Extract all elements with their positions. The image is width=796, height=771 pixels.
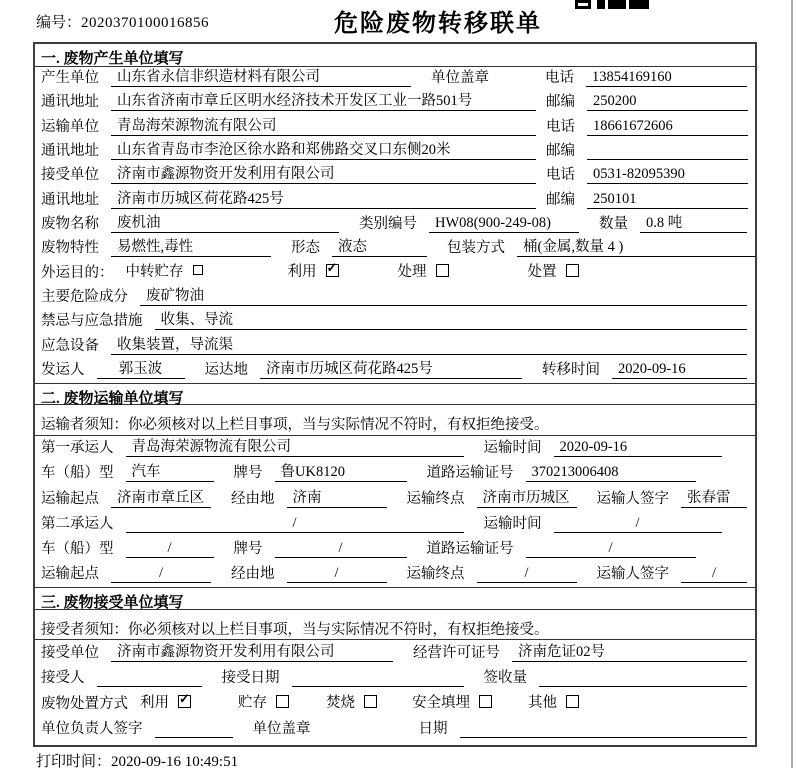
qr-module — [575, 0, 591, 9]
field-value — [155, 721, 233, 738]
transfer-purpose-row — [35, 261, 755, 285]
vehicle-row-2 — [35, 537, 755, 562]
field-label: 道路运输证号 — [426, 541, 514, 558]
field-label: 通讯地址 — [41, 191, 99, 208]
field-value — [539, 670, 747, 687]
field-label: 应急设备 — [41, 337, 99, 354]
page-edge-divider — [791, 0, 793, 768]
field-value: 青岛海荣源物流有限公司 — [126, 435, 464, 457]
field-value: 0531-82095390 — [587, 166, 748, 184]
field-value: HW08(900-249-08) — [429, 215, 579, 233]
first-carrier-row — [35, 436, 755, 461]
section-1-rows — [35, 67, 755, 383]
producer-unit-row — [35, 67, 755, 91]
field-label: 通讯地址 — [41, 94, 99, 111]
checkbox-label: 其他 — [528, 694, 557, 711]
field-label: 通讯地址 — [41, 142, 99, 159]
field-value: 张春雷 — [681, 486, 747, 508]
field-label: 数量 — [599, 215, 628, 232]
qr-module — [629, 0, 649, 9]
field-label: 运输时间 — [483, 515, 542, 532]
field-value: 济南市鑫源物资开发利用有限公司 — [111, 162, 536, 184]
checkbox-unchecked — [364, 695, 377, 708]
checkbox-label: 利用 — [287, 263, 317, 280]
field-value: / — [126, 540, 214, 558]
field-value: 汽车 — [126, 460, 214, 482]
field-value: 济南 — [287, 486, 387, 508]
field-value: 18661672606 — [587, 118, 748, 136]
consignor-row — [35, 359, 755, 383]
field-value: 济南市历城区 — [477, 486, 577, 508]
disposal-method-row — [35, 691, 755, 717]
field-value: 济南市鑫源物资开发利用有限公司 — [111, 640, 393, 662]
field-label: 接受人 — [41, 670, 85, 687]
document-serial — [36, 11, 209, 32]
field-label: 运输终点 — [406, 490, 465, 507]
route-row-2 — [35, 562, 755, 587]
section-1-header: 一. 废物产生单位填写 — [35, 44, 755, 67]
checkbox-unchecked — [566, 695, 579, 708]
field-label: 车（船）型 — [41, 541, 114, 558]
field-value — [587, 143, 748, 160]
checkbox-group — [326, 691, 412, 713]
checkbox-label: 中转贮存 — [125, 263, 184, 280]
checkbox-group — [528, 691, 579, 713]
checkbox-unchecked — [566, 264, 579, 277]
field-label: 包装方式 — [447, 240, 505, 257]
emergency-measures-row — [35, 310, 755, 334]
checkbox-group — [412, 691, 528, 713]
field-label: 主要危险成分 — [41, 288, 128, 305]
field-label: 运输时间 — [483, 440, 542, 457]
field-value: 13854169160 — [586, 69, 747, 87]
checkbox-group — [288, 260, 398, 282]
field-label: 牌号 — [233, 541, 263, 558]
field-value: 收集装置，导流渠 — [111, 333, 747, 355]
field-value — [97, 670, 202, 687]
right-field-group — [536, 163, 748, 184]
field-label: 邮编 — [546, 94, 575, 111]
transfer-manifest-form — [33, 42, 757, 747]
producer-address-row — [35, 91, 755, 115]
vehicle-row-1 — [35, 461, 755, 486]
field-value: 山东省济南市章丘区明水经济技术开发区工业一路501号 — [111, 89, 536, 111]
second-carrier-row — [35, 512, 755, 537]
checkbox-checked — [178, 690, 191, 708]
field-value: 收集、导流 — [155, 308, 748, 330]
notice-label: 接受者须知： — [41, 621, 128, 638]
field-value: 250101 — [587, 191, 748, 209]
qr-code-fragment-icon — [575, 0, 649, 9]
static-text: 单位盖章 — [252, 721, 311, 738]
field-label: 邮编 — [546, 191, 575, 208]
section-2-notice — [35, 405, 755, 436]
serial-value: 2020370100016856 — [81, 15, 210, 31]
checkbox-unchecked — [436, 264, 449, 277]
checkbox-label: 贮存 — [238, 694, 267, 711]
checkbox-unchecked — [193, 265, 203, 275]
emergency-equipment-row — [35, 334, 755, 358]
field-value: 鲁UK8120 — [275, 460, 407, 482]
transporter-unit-row — [35, 115, 755, 139]
field-value: 易燃性,毒性 — [111, 235, 271, 257]
field-value: 液态 — [332, 235, 427, 257]
field-value: / — [287, 565, 387, 583]
field-label: 废物名称 — [41, 215, 99, 232]
field-label: 签收量 — [483, 670, 527, 687]
field-value: 济南市历城区荷花路425号 — [260, 357, 522, 379]
field-label: 运输起点 — [41, 490, 99, 507]
field-value: 郭玉波 — [97, 357, 185, 379]
checkbox-group — [126, 260, 288, 282]
notice-label: 运输者须知： — [41, 417, 128, 434]
field-value: / — [275, 540, 407, 558]
field-label: 运输终点 — [406, 566, 465, 583]
field-label: 日期 — [418, 721, 448, 738]
field-value — [292, 670, 464, 687]
field-label: 运输人签字 — [596, 566, 669, 583]
field-label: 第一承运人 — [41, 440, 114, 457]
field-label: 电话 — [546, 118, 575, 135]
field-label: 运输单位 — [41, 118, 99, 135]
field-label: 经由地 — [231, 566, 275, 583]
field-value: 2020-09-16 — [612, 361, 747, 379]
field-label: 接受日期 — [221, 670, 280, 687]
field-value: / — [681, 565, 747, 583]
field-value: 废机油 — [111, 211, 339, 233]
field-value — [460, 721, 748, 738]
field-value: / — [526, 540, 696, 558]
field-label: 禁忌与应急措施 — [41, 313, 143, 330]
field-label: 形态 — [291, 240, 320, 257]
checkbox-group — [398, 260, 528, 282]
checkbox-group — [238, 691, 326, 713]
waste-name-row — [35, 213, 755, 237]
section-3-rows — [35, 640, 755, 742]
page-title: 危险废物转移联单 — [334, 11, 542, 37]
field-label: 运达地 — [204, 361, 248, 378]
print-time-value: 2020-09-16 10:49:51 — [111, 754, 239, 770]
notice-text: 你必须核对以上栏目事项，当与实际情况不符时，有权拒绝接受。 — [128, 417, 549, 434]
waste-property-row — [35, 237, 755, 261]
field-label: 邮编 — [546, 142, 575, 159]
checkbox-unchecked — [479, 695, 492, 708]
field-value: 济南市历城区荷花路425号 — [111, 187, 536, 209]
responsible-signature-row — [35, 717, 755, 743]
field-value: 青岛海荣源物流有限公司 — [111, 114, 536, 136]
field-value: 济南市章丘区 — [111, 486, 211, 508]
print-time-label: 打印时间： — [36, 754, 112, 770]
checkbox-label: 安全填埋 — [412, 694, 470, 711]
route-row-1 — [35, 486, 755, 511]
receiver-address-row — [35, 188, 755, 212]
field-value: / — [111, 565, 211, 583]
field-label: 经营许可证号 — [413, 644, 500, 661]
field-value: 废矿物油 — [140, 284, 747, 306]
field-value: 370213006408 — [526, 464, 696, 482]
right-field-group — [536, 115, 748, 136]
section-3-notice — [35, 610, 755, 641]
check-mark-icon: ✓ — [326, 259, 338, 275]
field-value: 2020-09-16 — [554, 439, 722, 457]
right-field-group — [535, 66, 747, 87]
field-value: 山东省永信非织造材料有限公司 — [111, 65, 411, 87]
checkbox-group — [140, 691, 238, 713]
field-label: 第二承运人 — [41, 515, 114, 532]
notice-text: 你必须核对以上栏目事项，当与实际情况不符时，有权拒绝接受。 — [128, 621, 549, 638]
hazard-component-row — [35, 286, 755, 310]
field-label: 牌号 — [233, 465, 263, 482]
static-text: 单位盖章 — [431, 69, 489, 86]
field-label: 类别编号 — [359, 215, 417, 232]
field-value: / — [126, 515, 464, 533]
field-label: 单位负责人签字 — [41, 721, 143, 738]
field-label: 废物特性 — [41, 240, 99, 257]
section-3-header: 三. 废物接受单位填写 — [35, 587, 755, 610]
field-label: 电话 — [546, 167, 575, 184]
checkbox-label: 处理 — [397, 263, 427, 280]
serial-label: 编号： — [36, 15, 82, 31]
section-2-rows — [35, 436, 755, 588]
field-value: 桶(金属,数量 4 ) — [517, 235, 755, 257]
right-field-group — [536, 90, 748, 111]
field-value: 济南危证02号 — [512, 640, 747, 662]
field-label: 电话 — [545, 69, 574, 86]
field-label: 经由地 — [231, 490, 275, 507]
field-value: / — [554, 515, 722, 533]
check-mark-icon: ✓ — [179, 690, 190, 706]
checkbox-group — [528, 260, 579, 282]
accept-person-row — [35, 666, 755, 692]
checkbox-checked — [326, 259, 339, 277]
field-label: 道路运输证号 — [426, 465, 514, 482]
field-value: / — [477, 565, 577, 583]
section-2-header: 二. 废物运输单位填写 — [35, 383, 755, 406]
accept-unit-row — [35, 640, 755, 666]
field-label: 接受单位 — [41, 167, 99, 184]
checkbox-label: 处置 — [527, 263, 557, 280]
field-value: 250200 — [587, 93, 748, 111]
field-label: 运输人签字 — [596, 490, 669, 507]
field-label: 运输起点 — [41, 566, 99, 583]
field-label: 外运目的： — [41, 264, 114, 281]
field-label: 车（船）型 — [41, 465, 114, 482]
field-label: 发运人 — [41, 361, 85, 378]
field-label: 接受单位 — [41, 644, 99, 661]
field-label: 产生单位 — [41, 69, 99, 86]
checkbox-unchecked — [276, 695, 289, 708]
field-label: 转移时间 — [542, 361, 600, 378]
field-value: 山东省青岛市李沧区徐水路和郑佛路交叉口东侧20米 — [111, 138, 536, 160]
right-field-group — [536, 139, 748, 160]
field-value: 0.8 吨 — [640, 211, 747, 233]
right-field-group — [536, 188, 748, 209]
qr-module — [608, 0, 626, 9]
qr-module — [597, 0, 605, 9]
checkbox-label: 利用 — [140, 694, 169, 711]
receiver-unit-row — [35, 164, 755, 188]
field-label: 废物处置方式 — [41, 695, 128, 712]
checkbox-label: 焚烧 — [326, 694, 355, 711]
transporter-address-row — [35, 140, 755, 164]
